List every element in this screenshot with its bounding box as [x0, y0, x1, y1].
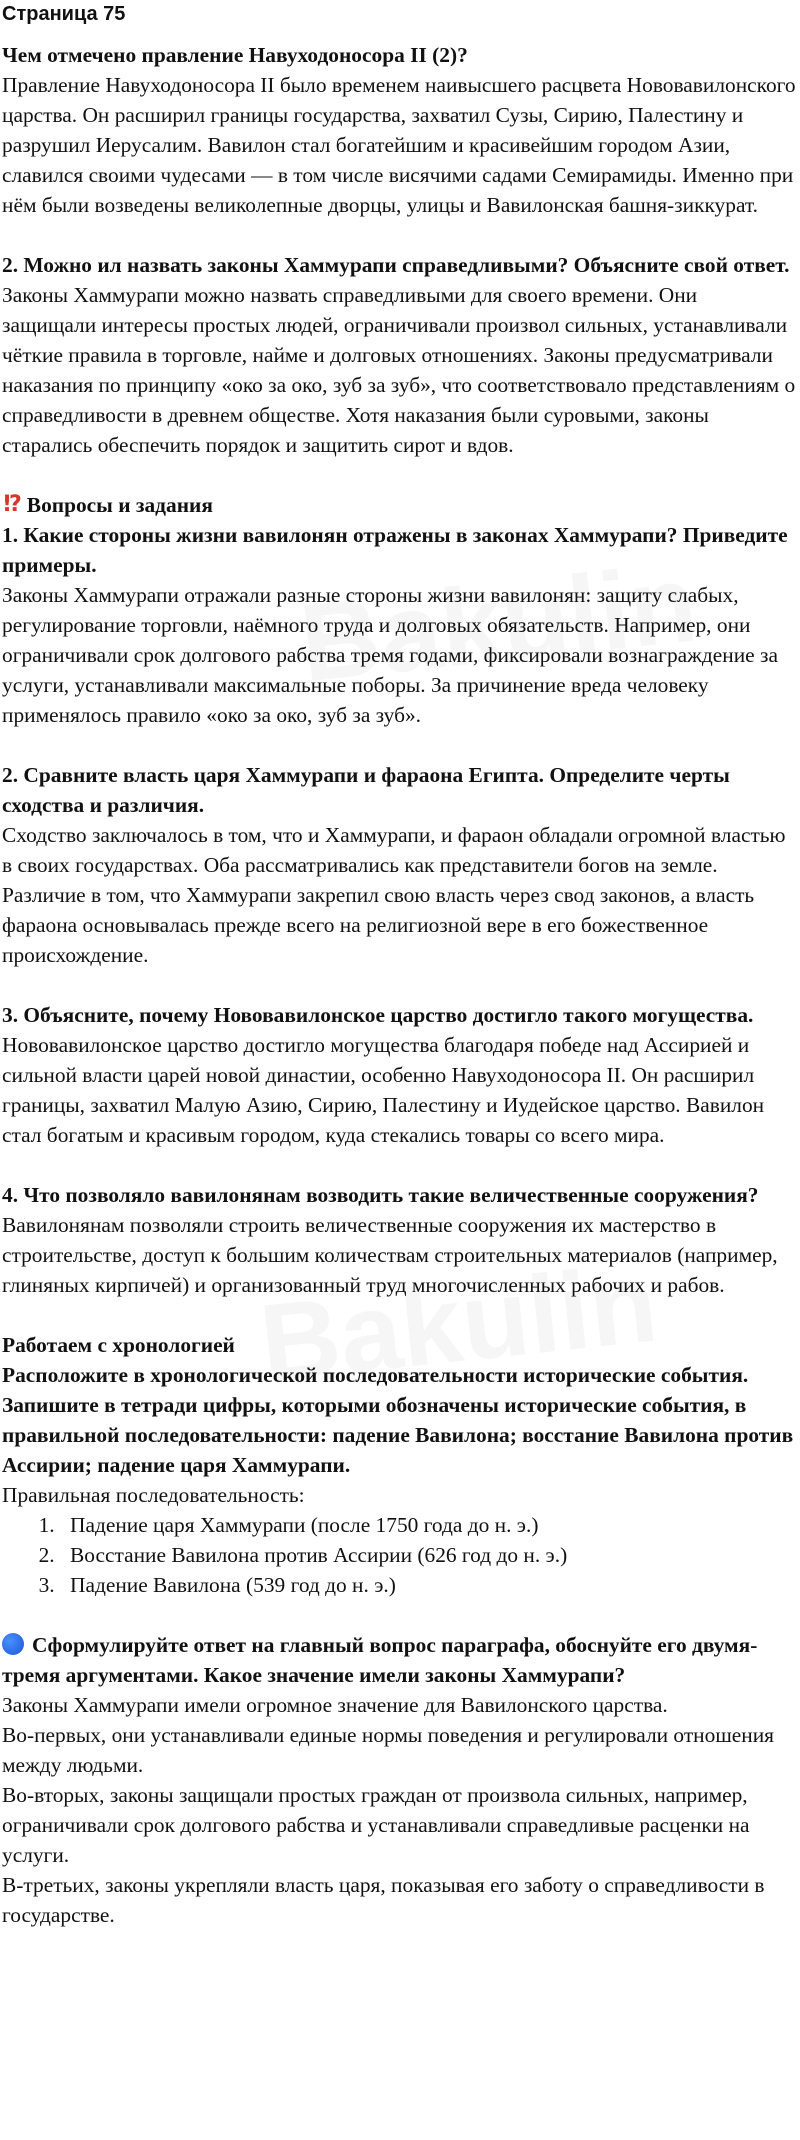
qa-block [2, 40, 796, 220]
main-question-block [2, 1630, 796, 1930]
answer: Нововавилонское царство достигло могущества благодаря победе над Ассирией и сильной власти царей новой династии, особенно Навуходоносора II. Он расширил границы, захватил Малую Азию, Сирию, Палестину и Иудейское царство. Вавилон стал богатым и красивым городом, куда стекались товары со всего мира. [2, 1033, 765, 1147]
question: 2. Можно ил назвать законы Хаммурапи справедливыми? Объясните свой ответ. [2, 253, 790, 277]
answer: Во-вторых, законы защищали простых граждан от произвола сильных, например, ограничивали срок долгового рабства и устанавливали справедливые расценки на услуги. [2, 1783, 750, 1867]
question: 4. Что позволяло вавилонянам возводить такие величественные сооружения? [2, 1183, 759, 1207]
chronology-list [2, 1510, 796, 1600]
chronology-intro: Правильная последовательность: [2, 1483, 305, 1507]
qa-block [2, 250, 796, 460]
page-label: Страница 75 [2, 3, 126, 25]
section-title [2, 490, 796, 520]
section-title-text: Вопросы и задания [26, 493, 213, 517]
list-item: 3. Падение Вавилона (539 год до н. э.) [60, 1570, 796, 1600]
answer: Сходство заключалось в том, что и Хаммурапи, и фараон обладали огромной властью в своих государствах. Оба рассматривались как представители богов на земле. Различие в том, что Хаммурапи закрепил свою власть через свод законов, а власть фараона основывалась прежде всего на религиозной вере в его божественное происхождение. [2, 823, 786, 967]
question: 2. Сравните власть царя Хаммурапи и фараона Египта. Определите черты сходства и различия. [2, 763, 730, 817]
chronology-task: Расположите в хронологической последовательности исторические события. Запишите в тетради цифры, которыми обозначены исторические события, в правильной последовательности: падение Вавилона; восстание Вавилона против Ассирии; падение царя Хаммурапи. [2, 1363, 794, 1477]
question: 3. Объясните, почему Нововавилонское царство достигло такого могущества. [2, 1003, 754, 1027]
chronology-title: Работаем с хронологией [2, 1333, 235, 1357]
main-question [2, 1630, 796, 1690]
qa-block [2, 1180, 796, 1300]
exclamation-question-icon: !? [2, 492, 19, 517]
answer: Вавилонянам позволяли строить величественные сооружения их мастерство в строительстве, доступ к большим количествам строительных материалов (например, глиняных кирпичей) и организованный труд многочисленных рабочих и рабов. [2, 1213, 778, 1297]
qa-block [2, 520, 796, 730]
question: 1. Какие стороны жизни вавилонян отражены в законах Хаммурапи? Приведите примеры. [2, 523, 788, 577]
document-body [2, 40, 796, 1930]
main-question-text: Сформулируйте ответ на главный вопрос параграфа, обоснуйте его двумя-тремя аргументами. Какое значение имели законы Хаммурапи? [2, 1633, 758, 1687]
blue-circle-icon [2, 1633, 24, 1655]
qa-block [2, 1000, 796, 1150]
list-item: 1. Падение царя Хаммурапи (после 1750 года до н. э.) [60, 1510, 796, 1540]
qa-block [2, 760, 796, 970]
answer: Правление Навуходоносора II было временем наивысшего расцвета Нововавилонского царства. Он расширил границы государства, захватил Сузы, Сирию, Палестину и разрушил Иерусалим. Вавилон стал богатейшим и красивейшим городом Азии, славился своими чудесами — в том числе висячими садами Семирамиды. Именно при нём были возведены великолепные дворцы, улицы и Вавилонская башня-зиккурат. [2, 73, 796, 217]
answer: В-третьих, законы укрепляли власть царя, показывая его заботу о справедливости в государстве. [2, 1873, 765, 1927]
answer: Законы Хаммурапи имели огромное значение для Вавилонского царства. [2, 1693, 668, 1717]
answer: Законы Хаммурапи отражали разные стороны жизни вавилонян: защиту слабых, регулирование торговли, наёмного труда и долговых обязательств. Например, они ограничивали срок долгового рабства тремя годами, фиксировали вознаграждение за услуги, устанавливали максимальные поборы. За причинение вреда человеку применялось правило «око за око, зуб за зуб». [2, 583, 778, 727]
list-item: 2. Восстание Вавилона против Ассирии (626 год до н. э.) [60, 1540, 796, 1570]
question: Чем отмечено правление Навуходоносора II (2)? [2, 43, 468, 67]
answer: Во-первых, они устанавливали единые нормы поведения и регулировали отношения между людьми. [2, 1723, 775, 1777]
chronology-block [2, 1330, 796, 1600]
answer: Законы Хаммурапи можно назвать справедливыми для своего времени. Они защищали интересы простых людей, ограничивали произвол сильных, устанавливали чёткие правила в торговле, найме и долговых отношениях. Законы предусматривали наказания по принципу «око за око, зуб за зуб», что соответствовало представлениям о справедливости в древнем обществе. Хотя наказания были суровыми, законы старались обеспечить порядок и защитить сирот и вдов. [2, 283, 796, 457]
